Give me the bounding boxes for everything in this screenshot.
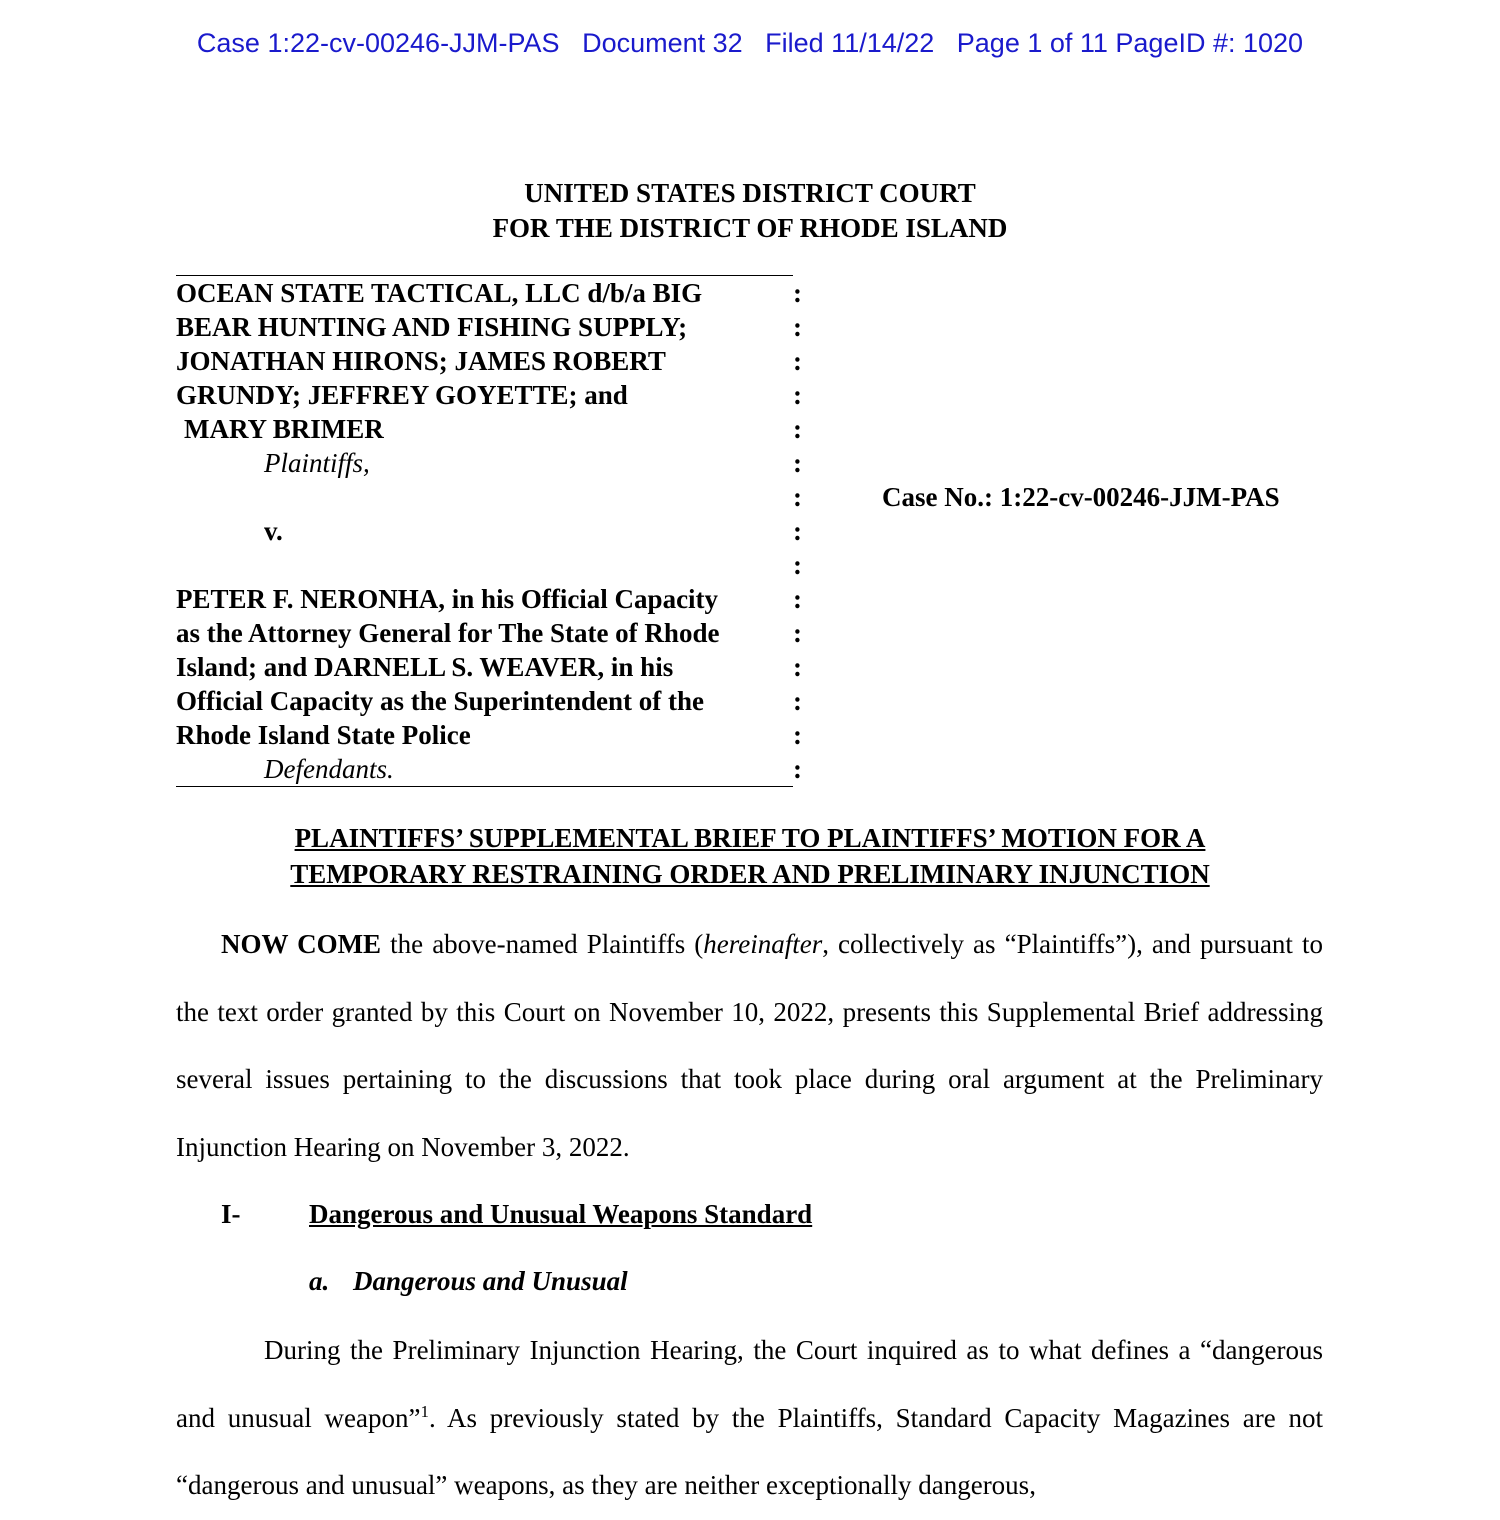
caption-text: PETER F. NERONHA, in his Official Capacity bbox=[176, 584, 719, 614]
caption-line bbox=[176, 480, 802, 514]
colon: : bbox=[793, 754, 802, 784]
caption-line bbox=[176, 616, 802, 650]
caption-line bbox=[176, 718, 802, 752]
caption-text: MARY BRIMER bbox=[184, 414, 384, 444]
colon: : bbox=[793, 414, 802, 444]
court-line-2: FOR THE DISTRICT OF RHODE ISLAND bbox=[492, 213, 1008, 243]
colon: : bbox=[793, 618, 802, 648]
colon: : bbox=[793, 346, 802, 376]
now-come-lead: NOW COME bbox=[221, 929, 382, 959]
caption-line bbox=[176, 412, 802, 446]
caption-line bbox=[176, 582, 802, 616]
colon: : bbox=[793, 312, 802, 342]
subsection-label: a. bbox=[309, 1266, 330, 1296]
colon: : bbox=[793, 278, 802, 308]
caption-line bbox=[176, 378, 802, 412]
body-paragraph bbox=[176, 1317, 1323, 1520]
ecf-header-stamp: Case 1:22-cv-00246-JJM-PAS Document 32 Filed 11/14/22 Page 1 of 11 PageID #: 1020 bbox=[196, 28, 1304, 58]
intro-paragraph bbox=[176, 911, 1323, 1181]
caption-line bbox=[176, 650, 802, 684]
title-line-1: PLAINTIFFS’ SUPPLEMENTAL BRIEF TO PLAINTIFFS’ MOTION FOR A bbox=[294, 823, 1206, 853]
caption-text: as the Attorney General for The State of Rhode bbox=[176, 618, 720, 648]
caption-line bbox=[176, 752, 802, 786]
section-number: I- bbox=[221, 1199, 241, 1229]
case-number: Case No.: 1:22-cv-00246-JJM-PAS bbox=[882, 482, 1280, 512]
caption-line bbox=[176, 344, 802, 378]
colon: : bbox=[793, 584, 802, 614]
colon: : bbox=[793, 482, 802, 512]
caption-text: OCEAN STATE TACTICAL, LLC d/b/a BIG bbox=[176, 278, 703, 308]
emphasis: hereinafter bbox=[703, 929, 823, 959]
colon: : bbox=[793, 720, 802, 750]
caption-line bbox=[176, 446, 802, 480]
text: the above-named Plaintiffs ( bbox=[381, 929, 704, 959]
colon: : bbox=[793, 686, 802, 716]
colon: : bbox=[793, 516, 802, 546]
caption-text: GRUNDY; JEFFREY GOYETTE; and bbox=[176, 380, 628, 410]
colon: : bbox=[793, 550, 802, 580]
text: . As previously stated by the Plaintiffs, Standard Capacity Magazines are not “dangerous and unusual” weapons, as they are neither exceptionally dangerous, bbox=[176, 1402, 1323, 1500]
plaintiffs-label: Plaintiffs, bbox=[264, 448, 370, 478]
colon: : bbox=[793, 380, 802, 410]
versus-label: v. bbox=[264, 516, 283, 546]
colon: : bbox=[793, 652, 802, 682]
caption-line bbox=[176, 514, 802, 548]
caption-text: BEAR HUNTING AND FISHING SUPPLY; bbox=[176, 312, 688, 342]
caption-text: JONATHAN HIRONS; JAMES ROBERT bbox=[176, 346, 666, 376]
caption-line bbox=[176, 276, 802, 310]
case-caption bbox=[176, 275, 802, 787]
colon: : bbox=[793, 448, 802, 478]
court-name bbox=[0, 176, 1500, 246]
title-line-2: TEMPORARY RESTRAINING ORDER AND PRELIMINARY INJUNCTION bbox=[290, 859, 1210, 889]
caption-line bbox=[176, 548, 802, 582]
text: During the Preliminary Injunction Hearing, the Court inquired as to what defines a “dangerous and unusual weapon” bbox=[176, 1335, 1323, 1433]
caption-line bbox=[176, 310, 802, 344]
section-heading: Dangerous and Unusual Weapons Standard bbox=[309, 1199, 813, 1229]
court-line-1: UNITED STATES DISTRICT COURT bbox=[524, 178, 976, 208]
caption-line bbox=[176, 684, 802, 718]
footnote-ref[interactable]: 1 bbox=[420, 1401, 429, 1421]
subsection-heading: Dangerous and Unusual bbox=[353, 1266, 628, 1296]
caption-text: Island; and DARNELL S. WEAVER, in his bbox=[176, 652, 674, 682]
document-title bbox=[0, 820, 1500, 892]
defendants-label: Defendants. bbox=[264, 754, 394, 784]
caption-text: Rhode Island State Police bbox=[176, 720, 471, 750]
caption-text: Official Capacity as the Superintendent of the bbox=[176, 686, 704, 716]
text: , collectively as “Plaintiffs”), and pursuant to the text order granted by this Court on November 10, 2022, presents this Supplemental Brief addressing several issues pertaining to the discussions that took place during oral argument at the Preliminary Injunction Hearing on November 3, 2022. bbox=[176, 929, 1323, 1162]
